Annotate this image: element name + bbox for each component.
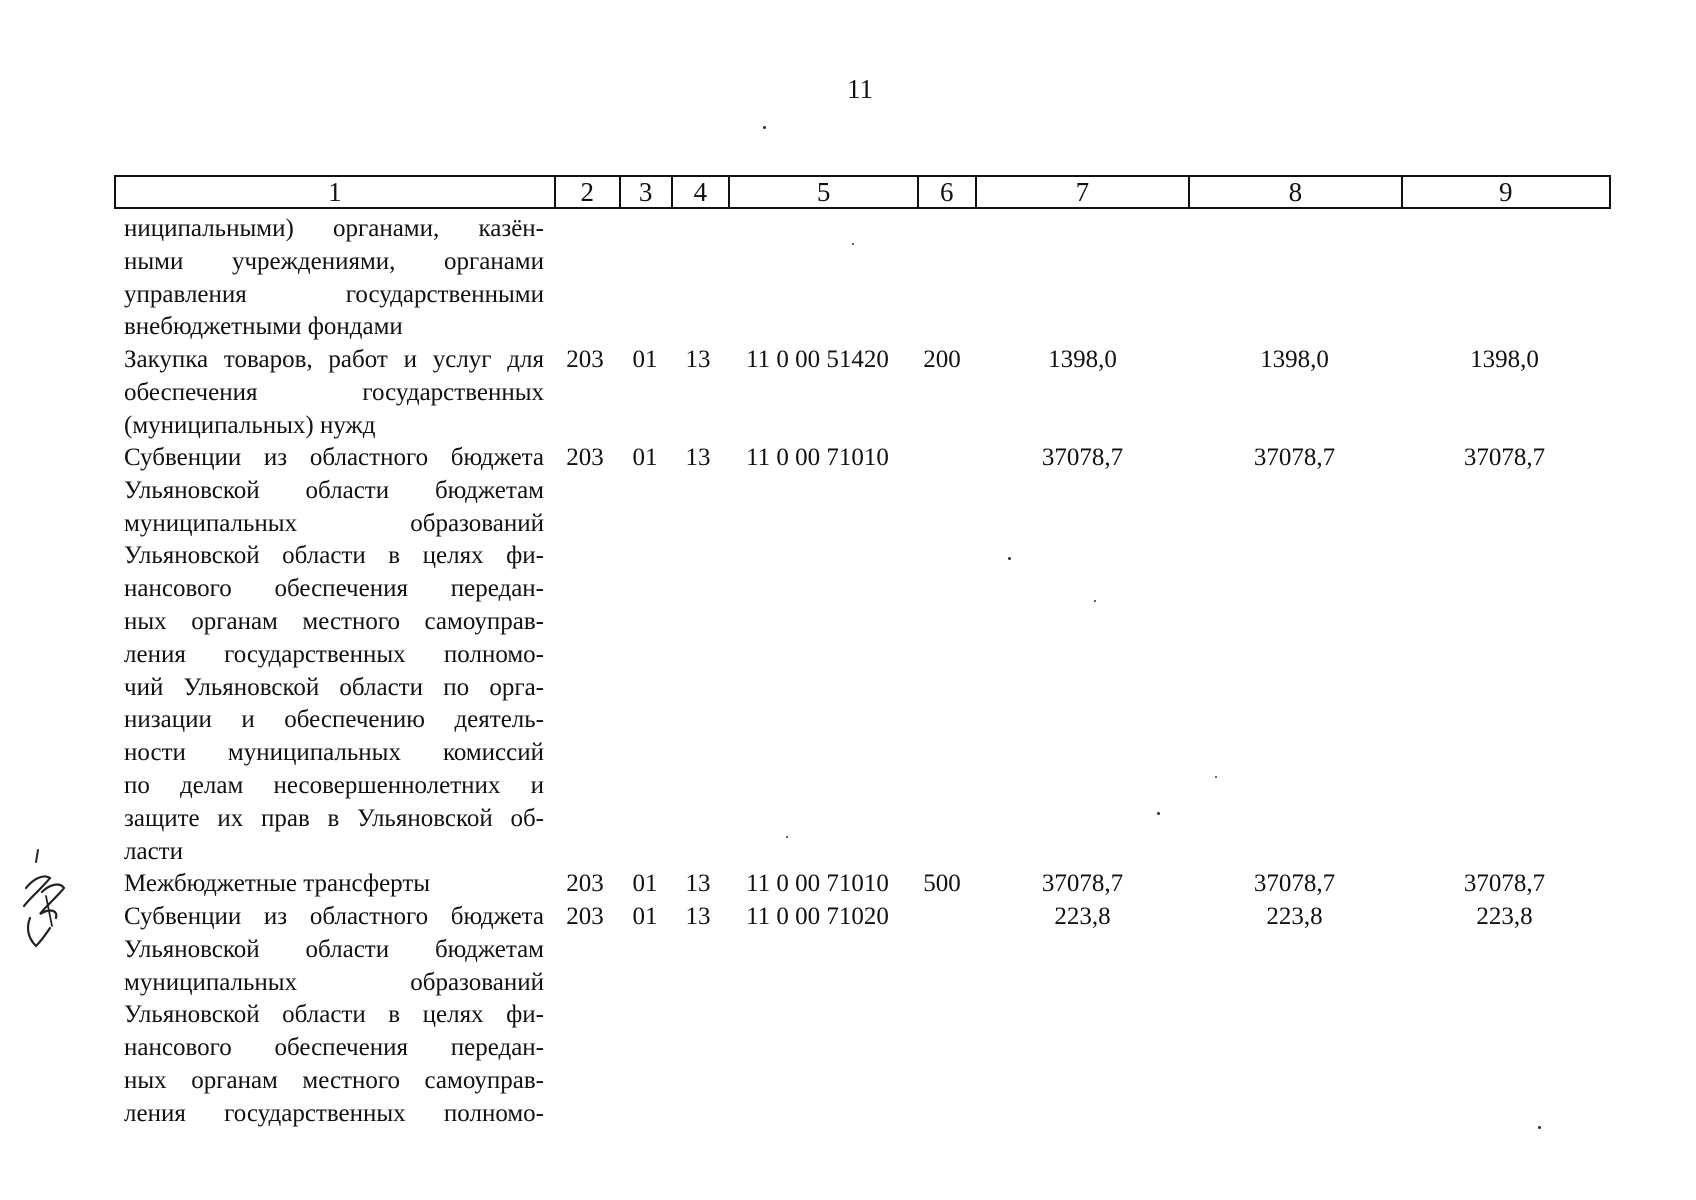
- cell-section: 01: [632, 346, 658, 373]
- cell-amount-col8: 1398,0: [1260, 346, 1329, 373]
- scan-speck: [1094, 600, 1096, 602]
- cell-amount-col8: 37078,7: [1253, 444, 1336, 471]
- cell-amount-col9: 37078,7: [1463, 444, 1546, 471]
- cell-subsection: 13: [685, 346, 711, 373]
- description-line: Субвенции из областного бюджета: [124, 444, 544, 471]
- header-cell-7: 7: [977, 177, 1190, 207]
- cell-ministry-code: 203: [566, 346, 604, 373]
- description-line: ных органам местного самоуправ-: [124, 1066, 544, 1094]
- cell-ministry-code: 203: [566, 870, 604, 897]
- description-line: низации и обеспечению деятель-: [124, 706, 544, 734]
- cell-subsection: 13: [685, 870, 711, 897]
- scan-speck: [1157, 812, 1160, 815]
- header-cell-6: 6: [919, 177, 977, 207]
- row-description: [124, 344, 544, 442]
- description-line: ности муниципальных комиссий: [124, 739, 544, 767]
- description-line: нансового обеспечения передан-: [124, 1034, 544, 1062]
- table-header: [114, 175, 1611, 209]
- description-line: чий Ульяновской области по орга-: [124, 673, 544, 701]
- description-line: ления государственных полномо-: [124, 640, 544, 668]
- description-line: Ульяновской области бюджетам: [124, 935, 544, 963]
- description-line: Ульяновской области в целях фи-: [124, 542, 544, 570]
- header-cell-8: 8: [1190, 177, 1402, 207]
- description-line: ных органам местного самоуправ-: [124, 607, 544, 635]
- cell-amount-col7: 37078,7: [1041, 444, 1124, 471]
- description-line: ными учреждениями, органами: [124, 247, 544, 275]
- cell-section: 01: [632, 444, 658, 471]
- scan-speck: [786, 836, 788, 838]
- page-number: 11: [847, 74, 873, 104]
- cell-target-article: 11 0 00 71010: [746, 444, 889, 471]
- cell-ministry-code: 203: [566, 444, 604, 471]
- description-line: внебюджетными фондами: [124, 313, 403, 341]
- description-line: ниципальными) органами, казён-: [124, 215, 544, 242]
- description-line: муниципальных образований: [124, 968, 544, 996]
- handwritten-signature: [16, 848, 76, 958]
- cell-amount-col9: 37078,7: [1463, 870, 1546, 897]
- description-line: Ульяновской области бюджетам: [124, 476, 544, 504]
- cell-amount-col7: 1398,0: [1048, 346, 1117, 373]
- header-cell-1: 1: [116, 177, 556, 207]
- cell-section: 01: [632, 903, 658, 930]
- description-line: Межбюджетные трансферты: [124, 870, 431, 897]
- header-cell-3: 3: [621, 177, 673, 207]
- cell-subsection: 13: [685, 903, 711, 930]
- description-line: Закупка товаров, работ и услуг для: [124, 346, 544, 373]
- scan-speck: [1538, 1126, 1541, 1129]
- cell-target-article: 11 0 00 51420: [746, 346, 889, 373]
- description-line: по делам несовершеннолетних и: [124, 771, 544, 799]
- cell-expense-type: 200: [923, 346, 961, 373]
- row-description: [124, 868, 544, 901]
- cell-amount-col7: 223,8: [1054, 903, 1111, 930]
- cell-target-article: 11 0 00 71020: [746, 903, 889, 930]
- header-cell-9: 9: [1499, 177, 1513, 207]
- description-line: обеспечения государственных: [124, 378, 544, 406]
- cell-amount-col8: 37078,7: [1253, 870, 1336, 897]
- cell-expense-type: 500: [923, 870, 961, 897]
- description-line: управления государственными: [124, 280, 544, 308]
- description-line: ласти: [124, 837, 183, 865]
- row-description: [124, 213, 544, 344]
- scan-speck: [1008, 557, 1011, 560]
- cell-amount-col8: 223,8: [1266, 903, 1323, 930]
- scan-speck: [1215, 776, 1217, 778]
- cell-amount-col9: 1398,0: [1470, 346, 1539, 373]
- cell-target-article: 11 0 00 71010: [746, 870, 889, 897]
- scan-speck: [852, 243, 854, 245]
- cell-subsection: 13: [685, 444, 711, 471]
- description-line: муниципальных образований: [124, 509, 544, 537]
- description-line: ления государственных полномо-: [124, 1099, 544, 1127]
- header-cell-5: 5: [730, 177, 919, 207]
- cell-section: 01: [632, 870, 658, 897]
- header-cell-4: 4: [673, 177, 731, 207]
- cell-amount-col9: 223,8: [1476, 903, 1533, 930]
- description-line: нансового обеспечения передан-: [124, 575, 544, 603]
- header-cell-2: 2: [556, 177, 621, 207]
- description-line: (муниципальных) нужд: [124, 411, 376, 439]
- description-line: защите их прав в Ульяновской об-: [124, 804, 544, 832]
- row-description: [124, 442, 544, 868]
- cell-ministry-code: 203: [566, 903, 604, 930]
- description-line: Ульяновской области в целях фи-: [124, 1001, 544, 1029]
- description-line: Субвенции из областного бюджета: [124, 903, 544, 930]
- row-description: [124, 901, 544, 1131]
- scan-speck: [763, 126, 766, 129]
- cell-amount-col7: 37078,7: [1041, 870, 1124, 897]
